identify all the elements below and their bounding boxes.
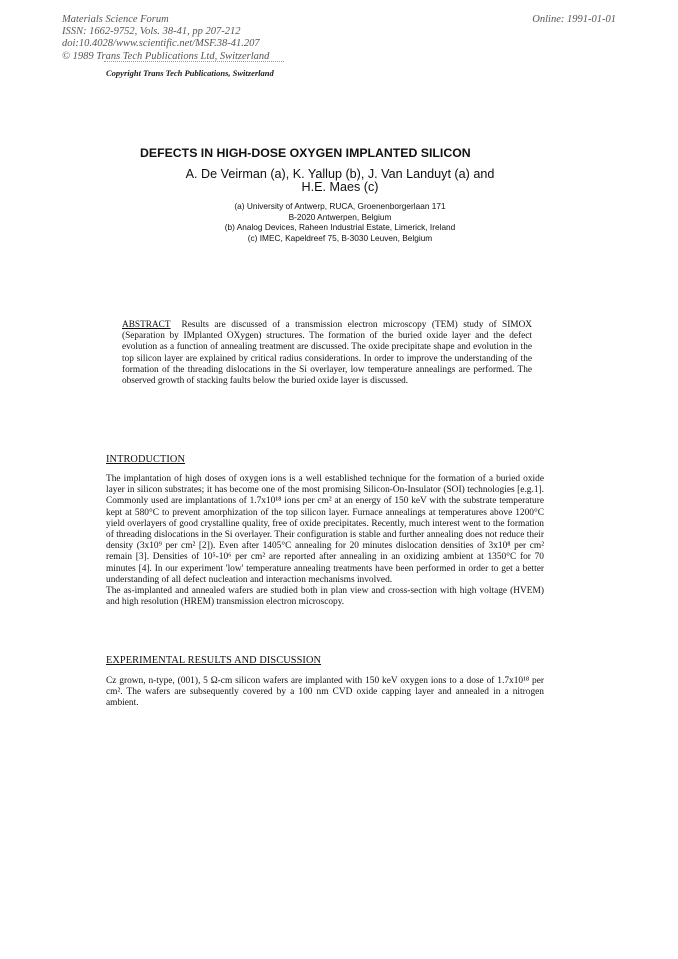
journal-name: Materials Science Forum: [62, 14, 169, 25]
doi-line: doi:10.4028/www.scientific.net/MSF.38-41.207: [62, 38, 260, 50]
abstract-label: ABSTRACT: [122, 320, 171, 330]
publisher-line: © 1989 Trans Tech Publications Ltd, Switzerland: [62, 50, 270, 62]
abstract: [122, 320, 532, 387]
affiliations: [120, 201, 560, 243]
introduction-body: [106, 474, 544, 608]
affiliation-line: (a) University of Antwerp, RUCA, Groenenborgerlaan 171: [234, 201, 446, 211]
affiliation-line: B-2020 Antwerpen, Belgium: [288, 211, 392, 222]
experimental-paragraph: Cz grown, n-type, (001), 5 Ω-cm silicon wafers are implanted with 150 keV oxygen ions to a dose of 1.7x10¹⁸ per cm². The wafers are subsequently covered by a 100 nm CVD oxide capping layer and annealed in a nitrogen ambient.: [106, 676, 544, 709]
citation-block: [62, 14, 269, 63]
online-date: Online: 1991-01-01: [532, 14, 616, 25]
experimental-heading: EXPERIMENTAL RESULTS AND DISCUSSION: [106, 655, 322, 666]
scan-artifact-line: [104, 61, 284, 65]
introduction-paragraph: The as-implanted and annealed wafers are studied both in plan view and cross-section with high voltage (HVEM) and high resolution (HREM) transmission electron microscopy.: [106, 586, 544, 608]
introduction-heading: INTRODUCTION: [106, 454, 185, 465]
experimental-body: [106, 676, 544, 710]
introduction-paragraph: The implantation of high doses of oxygen ions is a well established technique for the formation of a buried oxide layer in silicon substrates; it has become one of the most promising Silicon-On-Insulator (SOI) technologies [e.g.1]. Commonly used are implantations of 1.7x10¹⁸ ions per cm² at an energy of 150 keV with the substrate temperature kept at 580°C to prevent amorphization of the top silicon layer. Furnace annealings at temperatures above 1200°C yield overlayers of good crystalline quality, free of oxide precipitates. Recently, much interest went to the formation of threading dislocations in the Si overlayer. Their configuration is stable and further annealing does not reduce their density (3x10⁹ per cm² [2]). Even after 1405°C annealing for 20 minutes dislocation densities of 3x10⁸ per cm² remain [3]. Densities of 10⁵-10⁶ per cm² are reported after annealing in an oxidizing ambient at 1350°C for 70 minutes [4]. In our experiment 'low' temperature annealing treatments have been performed in order to get a better understanding of all defect nucleation and interaction mechanisms involved.: [106, 474, 544, 585]
author-line-2: H.E. Maes (c): [301, 180, 379, 194]
abstract-text: Results are discussed of a transmission electron microscopy (TEM) study of SIMOX (Separation by IMplanted OXygen) structures. The formation of the buried oxide layer and the defect evolution as a function of annealing treatment are discussed. The oxide precipitate shape and evolution in the top silicon layer are explained by critical radius considerations. In order to improve the understanding of the formation of the threading dislocations in the Si overlayer, low temperature annealings are performed. The observed growth of stacking faults below the buried oxide layer is discussed.: [122, 320, 533, 387]
author-list: [120, 168, 560, 194]
affiliation-line: (c) IMEC, Kapeldreef 75, B-3030 Leuven, Belgium: [247, 232, 433, 243]
author-line-1: A. De Veirman (a), K. Yallup (b), J. Van Landuyt (a) and: [185, 167, 495, 181]
paper-title: DEFECTS IN HIGH-DOSE OXYGEN IMPLANTED SILICON: [140, 146, 471, 160]
issn-line: ISSN: 1662-9752, Vols. 38-41, pp 207-212: [62, 26, 241, 38]
copyright-notice: Copyright Trans Tech Publications, Switzerland: [106, 68, 274, 78]
affiliation-line: (b) Analog Devices, Raheen Industrial Estate, Limerick, Ireland: [224, 222, 456, 233]
